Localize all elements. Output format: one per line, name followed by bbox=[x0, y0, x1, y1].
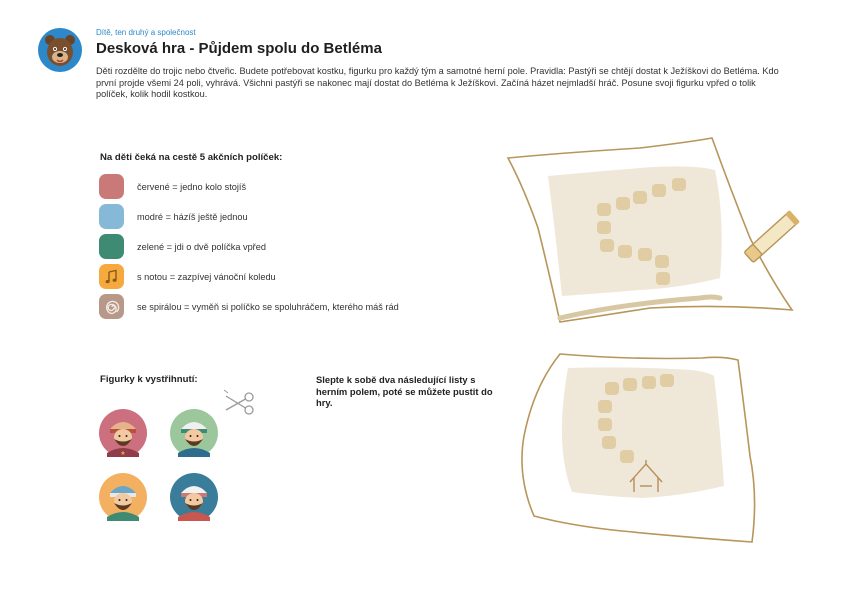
board-sheet-top bbox=[500, 128, 800, 328]
action-fields-heading: Na děti čeká na cestě 5 akčních políček: bbox=[100, 152, 283, 163]
legend-item-spiral bbox=[99, 294, 399, 319]
legend-item-blue bbox=[99, 204, 248, 229]
legend-label: modré = házíš ještě jednou bbox=[137, 211, 248, 222]
figure-shepherd-pink[interactable] bbox=[99, 409, 147, 457]
legend-label: červené = jedno kolo stojíš bbox=[137, 181, 247, 192]
intro-text: Děti rozdělte do trojic nebo čtveřic. Budete potřebovat kostku, figurku pro každý tým a samotné herní pole. Pravidla: Pastýři se chtějí dostat k Ježíškovi do Betléma. Kdo první projde všemi 24 poli, vyhrává. Všichni pastýři se nakonec mají dostat do Betléma k Ježíškovi. Začíná házet nejmladší hráč. Posune svoji figurku vpřed o tolik políček, kolik hodil kostkou. bbox=[96, 66, 779, 99]
legend-item-green bbox=[99, 234, 266, 259]
category-label: Dítě, ten druhý a společnost bbox=[96, 28, 196, 37]
svg-text:★: ★ bbox=[120, 451, 126, 457]
legend-label: s notou = zazpívej vánoční koledu bbox=[137, 271, 276, 282]
board-sheet-bottom bbox=[512, 346, 782, 546]
green-swatch bbox=[99, 234, 124, 259]
figure-shepherd-teal[interactable] bbox=[170, 473, 218, 521]
bear-mascot-icon bbox=[38, 28, 82, 72]
legend-item-note bbox=[99, 264, 276, 289]
figures-heading: Figurky k vystřihnutí: bbox=[100, 374, 198, 385]
red-swatch bbox=[99, 174, 124, 199]
glue-stick-icon bbox=[743, 210, 800, 263]
figure-shepherd-orange[interactable] bbox=[99, 473, 147, 521]
glue-instructions: Slepte k sobě dva následující listy s herním polem, poté se můžete pustit do hry. bbox=[316, 374, 493, 408]
note-swatch bbox=[99, 264, 124, 289]
spiral-swatch bbox=[99, 294, 124, 319]
music-note-icon bbox=[104, 269, 120, 285]
scissors-icon bbox=[222, 388, 256, 418]
legend-item-red bbox=[99, 174, 246, 199]
legend-label: zelené = jdi o dvě políčka vpřed bbox=[137, 241, 266, 252]
figure-shepherd-green[interactable] bbox=[170, 409, 218, 457]
page-title: Desková hra - Půjdem spolu do Betléma bbox=[96, 40, 382, 57]
legend-label: se spirálou = vyměň si políčko se spoluhráčem, kterého máš rád bbox=[137, 301, 399, 312]
blue-swatch bbox=[99, 204, 124, 229]
spiral-icon bbox=[103, 298, 121, 316]
